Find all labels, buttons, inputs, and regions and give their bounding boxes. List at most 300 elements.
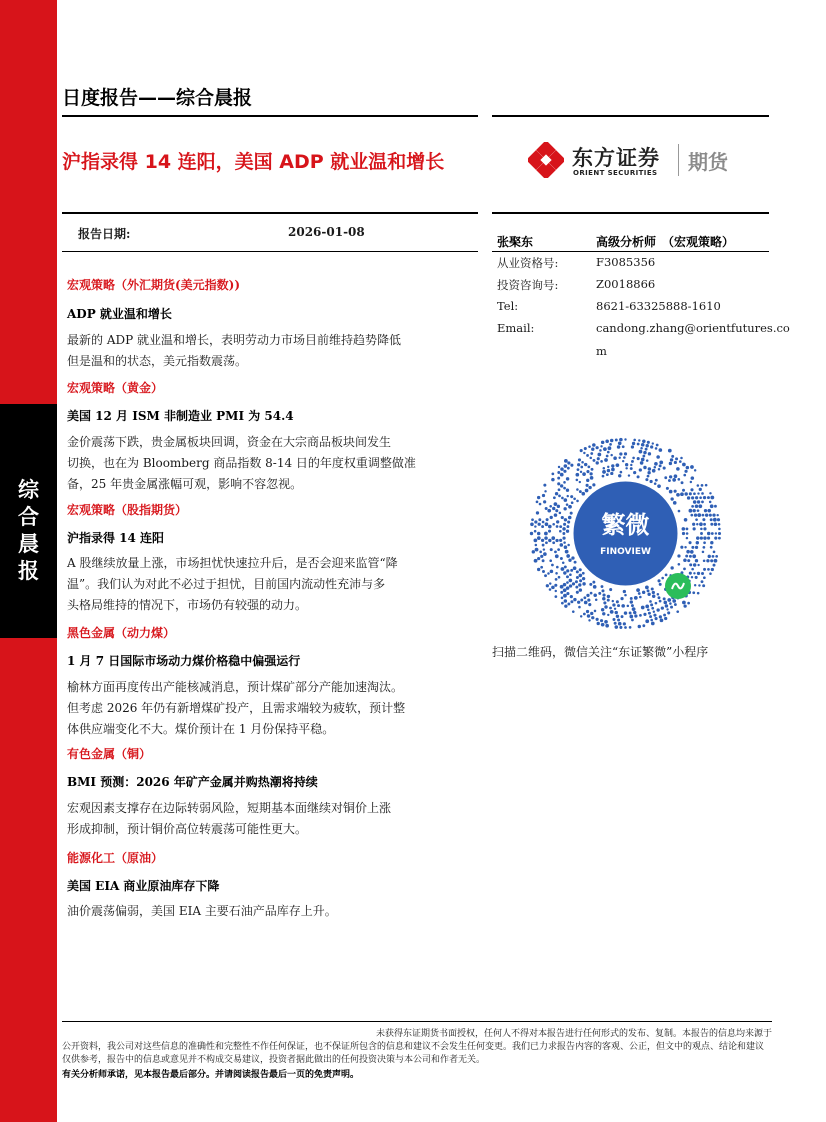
qr-dot	[697, 509, 700, 512]
qr-dot	[558, 488, 561, 491]
qr-dot	[551, 478, 555, 482]
qr-dot	[560, 591, 563, 594]
qr-dot	[670, 606, 673, 609]
qr-dot	[684, 518, 688, 522]
qr-dot	[575, 580, 578, 583]
section-subheading: BMI 预测：2026 年矿产金属并购热潮将持续	[67, 775, 318, 789]
qr-dot	[655, 617, 658, 620]
qr-dot	[674, 603, 677, 606]
qr-dot	[596, 461, 599, 464]
footer-rule	[62, 1021, 772, 1022]
qr-dot	[616, 463, 620, 467]
qr-dot	[572, 582, 575, 585]
qr-dot	[607, 595, 610, 598]
qr-dot	[638, 625, 641, 628]
qr-dot	[560, 557, 563, 560]
qr-dot	[623, 590, 626, 593]
qr-dot	[540, 555, 543, 558]
qr-dot	[566, 581, 569, 584]
qr-dot	[665, 604, 668, 607]
qr-dot	[611, 464, 614, 467]
qr-dot	[670, 458, 673, 461]
qr-dot	[603, 447, 607, 451]
qr-dot	[607, 614, 609, 616]
email-link-wrap[interactable]: m	[596, 344, 607, 358]
qr-dot	[677, 554, 680, 557]
qr-dot	[554, 550, 557, 553]
section-subheading: 沪指录得 14 连阳	[67, 531, 165, 545]
qr-dot	[657, 579, 660, 582]
qr-dot	[557, 482, 560, 485]
qr-dot	[607, 466, 609, 468]
analyst-value: F3085356	[596, 255, 656, 269]
meta-rule-left	[62, 212, 478, 214]
qr-dot	[647, 593, 650, 596]
qr-dot	[541, 539, 544, 542]
qr-dot	[608, 446, 612, 450]
analyst-label: 从业资格号:	[497, 256, 559, 270]
qr-dot	[689, 541, 692, 544]
qr-dot	[603, 601, 606, 604]
disclaimer	[62, 1028, 772, 1067]
qr-dot	[576, 479, 579, 482]
logo-cn-text: 东方证券	[572, 146, 660, 170]
date-label: 报告日期:	[78, 227, 131, 241]
body-line: 备，25 年贵金属涨幅可观，影响不容忽视。	[67, 477, 303, 491]
qr-dot	[536, 501, 539, 504]
qr-dot	[700, 532, 703, 535]
qr-dot	[544, 536, 548, 540]
qr-dot	[693, 572, 695, 574]
qr-dot	[684, 546, 686, 548]
qr-dot	[594, 610, 597, 613]
qr-dot	[647, 475, 650, 478]
qr-dot	[676, 493, 680, 497]
qr-dot	[696, 523, 698, 525]
qr-dot	[649, 600, 652, 603]
header-rule-left	[62, 115, 478, 117]
qr-dot	[559, 530, 562, 533]
qr-dot	[675, 457, 678, 460]
qr-dot	[612, 603, 615, 606]
qr-dot	[545, 522, 549, 526]
qr-dot	[599, 449, 602, 452]
qr-dot	[679, 460, 682, 463]
qr-dot	[654, 466, 657, 469]
qr-dot	[630, 467, 633, 470]
qr-dot	[612, 600, 614, 602]
qr-dot	[584, 463, 587, 466]
qr-dot	[697, 492, 699, 494]
qr-dot	[708, 555, 711, 558]
qr-dot	[707, 496, 710, 499]
qr-dot	[570, 464, 573, 467]
qr-dot	[554, 502, 558, 506]
qr-dot	[566, 592, 569, 595]
qr-dot	[659, 600, 662, 603]
qr-dot	[615, 439, 618, 442]
qr-dot	[696, 541, 699, 544]
qr-dot	[671, 455, 674, 458]
qr-dot	[547, 509, 551, 513]
qr-dot	[609, 607, 612, 610]
body-line: 切换，也在为 Bloomberg 商品指数 8-14 日的年度权重调整做准	[67, 456, 416, 470]
qr-dot	[686, 528, 689, 531]
qr-dot	[717, 518, 720, 521]
qr-dot	[630, 600, 633, 603]
section-body	[67, 330, 472, 372]
qr-dot	[543, 548, 545, 550]
body-line: 榆林方面再度传出产能核减消息，预计煤矿部分产能加速淘汰。	[67, 680, 404, 694]
qr-dot	[693, 563, 696, 566]
qr-dot	[563, 481, 566, 484]
qr-dot	[550, 516, 553, 519]
qr-dot	[654, 462, 658, 466]
qr-dot	[589, 457, 592, 460]
qr-dot	[655, 447, 658, 450]
qr-dot	[567, 520, 570, 523]
qr-dot	[660, 619, 664, 623]
qr-dot	[642, 440, 646, 444]
section-heading: 宏观策略（外汇期货(美元指数))	[67, 278, 241, 292]
qr-dot	[606, 473, 609, 476]
qr-dot	[709, 501, 712, 504]
qr-dot	[669, 602, 672, 605]
qr-dot	[532, 550, 535, 553]
qr-dot	[607, 469, 610, 472]
qr-dot	[613, 456, 617, 460]
logo-futures-text: 期货	[688, 150, 728, 174]
qr-dot	[545, 507, 548, 510]
qr-dot	[624, 594, 627, 597]
qr-dot	[546, 584, 549, 587]
qr-dot	[633, 471, 636, 474]
qr-dot	[683, 568, 686, 571]
qr-dot	[600, 460, 603, 463]
qr-dot	[562, 527, 566, 531]
qr-dot	[668, 479, 671, 482]
qr-dot	[713, 518, 717, 522]
qr-dot	[589, 583, 592, 586]
qr-dot	[674, 461, 677, 464]
qr-dot	[701, 501, 704, 504]
qr-dot	[647, 471, 650, 474]
qr-dot	[707, 509, 711, 513]
qr-dot	[630, 464, 632, 466]
qr-dot	[560, 484, 563, 487]
sidebar-char: 合	[18, 505, 39, 529]
section-heading: 黑色金属（动力煤）	[67, 626, 176, 640]
qr-dot	[557, 477, 560, 480]
qr-dot	[582, 577, 585, 580]
qr-caption: 扫描二维码，微信关注“东证繁微”小程序	[492, 645, 709, 659]
qr-dot	[640, 461, 644, 465]
analyst-label: 投资咨询号:	[497, 278, 559, 292]
qr-dot	[633, 611, 636, 614]
qr-dot	[563, 470, 566, 473]
qr-dot	[712, 514, 715, 517]
qr-dot	[557, 548, 560, 551]
qr-dot	[621, 615, 624, 618]
qr-dot	[596, 618, 599, 621]
qr-dot	[530, 532, 533, 535]
body-line: A 股继续放量上涨，市场担忧快速拉升后，是否会迎来监管“降	[67, 556, 398, 570]
qr-dot	[552, 507, 555, 510]
qr-dot	[690, 514, 693, 517]
section-body	[67, 901, 472, 922]
qr-dot	[655, 602, 658, 605]
qr-dot	[550, 548, 553, 551]
qr-dot	[588, 445, 591, 448]
qr-dot	[661, 577, 664, 580]
qr-dot	[602, 594, 605, 597]
qr-dot	[555, 572, 558, 575]
section-body	[67, 553, 472, 616]
qr-dot	[639, 596, 642, 599]
qr-dot	[714, 523, 718, 527]
qr-dot	[636, 588, 640, 592]
qr-dot	[538, 518, 541, 521]
qr-dot	[703, 527, 706, 530]
qr-dot	[581, 492, 585, 496]
qr-dot	[705, 484, 708, 487]
body-line: 但是温和的状态，美元指数震荡。	[67, 354, 248, 368]
qr-dot	[566, 525, 569, 528]
qr-dot	[614, 608, 616, 610]
qr-dot	[672, 599, 676, 603]
qr-code[interactable]	[528, 436, 723, 631]
qr-dot	[562, 561, 565, 564]
qr-dot	[637, 443, 640, 446]
qr-dot	[657, 484, 661, 488]
qr-dot	[610, 439, 613, 442]
qr-dot	[682, 463, 686, 467]
qr-dot	[710, 546, 713, 549]
qr-dot	[640, 447, 643, 450]
body-line: 但考虑 2026 年仍有新增煤矿投产，且需求端较为疲软，预计整	[67, 701, 406, 715]
qr-dot	[545, 541, 548, 544]
qr-dot	[678, 563, 681, 566]
qr-dot	[588, 619, 590, 621]
qr-dot	[696, 536, 699, 539]
qr-dot	[695, 546, 698, 549]
qr-dot	[642, 591, 645, 594]
qr-dot	[564, 599, 568, 603]
qr-dot	[698, 504, 702, 508]
qr-dot	[666, 608, 668, 610]
qr-dot	[686, 550, 690, 554]
qr-dot	[693, 509, 696, 512]
disclaimer-rest: 公开资料，我公司对这些信息的准确性和完整性不作任何保证，也不保证所包含的信息和建议不会发生任何变更。我们已力求报告内容的客观、公正，但文中的观点、结论和建议仅供参考，报告中的信息或意见并不构成交易建议，投资者据此做出的任何投资决策与本公司和作者无关。	[62, 1042, 765, 1065]
qr-dot	[647, 441, 650, 444]
qr-dot	[623, 456, 626, 459]
sidebar-char: 综	[18, 478, 39, 502]
qr-dot	[687, 602, 690, 605]
qr-dot	[592, 483, 595, 486]
section-heading: 宏观策略（黄金）	[67, 381, 164, 395]
qr-dot	[598, 592, 601, 595]
qr-dot	[579, 574, 583, 578]
qr-dot	[695, 496, 698, 499]
qr-dot	[537, 568, 540, 571]
qr-dot	[652, 595, 655, 598]
qr-dot	[699, 488, 702, 491]
qr-dot	[563, 523, 566, 526]
qr-dot	[632, 607, 636, 611]
qr-dot	[682, 527, 686, 531]
qr-dot	[616, 615, 619, 618]
qr-dot	[563, 588, 567, 592]
qr-dot	[538, 523, 541, 526]
qr-dot	[668, 449, 672, 453]
qr-dot	[670, 566, 673, 569]
qr-dot	[624, 452, 627, 455]
qr-dot	[718, 528, 721, 531]
qr-dot	[560, 585, 564, 589]
qr-dot	[650, 619, 653, 622]
qr-dot	[586, 454, 589, 457]
analyst-label: Email:	[497, 321, 535, 335]
qr-dot	[687, 496, 690, 499]
body-line: 宏观因素支撑存在边际转弱风险，短期基本面继续对铜价上涨	[67, 801, 392, 815]
qr-dot	[697, 592, 700, 595]
qr-dot	[569, 584, 572, 587]
qr-dot	[690, 550, 694, 554]
qr-dot	[678, 478, 681, 481]
qr-dot	[588, 603, 591, 606]
qr-dot	[710, 504, 714, 508]
qr-dot	[642, 624, 645, 627]
date-rule	[62, 251, 478, 252]
qr-dot	[658, 468, 661, 471]
qr-dot	[547, 572, 550, 575]
qr-dot	[570, 595, 573, 598]
qr-dot	[715, 555, 718, 558]
qr-dot	[622, 460, 624, 462]
qr-dot	[709, 492, 711, 494]
qr-dot	[653, 611, 655, 613]
sidebar-tab	[0, 404, 57, 638]
qr-dot	[619, 438, 623, 442]
logo-divider	[678, 144, 679, 176]
qr-dot	[571, 556, 574, 559]
qr-dot	[655, 479, 658, 482]
qr-dot	[555, 554, 559, 558]
qr-dot	[624, 611, 627, 614]
qr-dot	[653, 614, 656, 617]
qr-dot	[542, 559, 545, 562]
qr-dot	[624, 626, 627, 629]
qr-dot	[638, 439, 640, 441]
qr-dot	[690, 465, 694, 469]
qr-dot	[549, 582, 551, 584]
qr-dot	[604, 605, 607, 608]
qr-dot	[563, 571, 566, 574]
qr-dot	[564, 604, 567, 607]
qr-dot	[639, 450, 643, 454]
qr-dot	[692, 523, 695, 526]
qr-dot	[669, 475, 672, 478]
qr-dot	[649, 615, 652, 618]
qr-dot	[554, 513, 558, 517]
qr-dot	[703, 568, 706, 571]
qr-dot	[703, 541, 706, 544]
qr-dot	[591, 616, 594, 619]
qr-dot	[576, 488, 579, 491]
qr-dot	[561, 567, 565, 571]
qr-dot	[542, 570, 545, 573]
qr-dot	[659, 448, 663, 452]
qr-dot	[614, 625, 618, 629]
qr-dot	[710, 496, 714, 500]
qr-dot	[697, 513, 701, 517]
qr-dot	[686, 532, 689, 535]
qr-dot	[631, 445, 634, 448]
qr-dot	[537, 557, 540, 560]
qr-dot	[624, 438, 626, 440]
qr-dot	[619, 452, 622, 455]
qr-dot	[694, 469, 696, 471]
qr-dot	[586, 594, 589, 597]
qr-dot	[656, 608, 659, 611]
qr-dot	[566, 554, 570, 558]
qr-dot	[674, 490, 677, 493]
qr-dot	[595, 598, 598, 601]
qr-dot	[560, 467, 564, 471]
qr-dot	[530, 522, 534, 526]
qr-dot	[579, 579, 582, 582]
qr-dot	[643, 466, 646, 469]
page-title: 沪指录得 14 连阳，美国 ADP 就业温和增长	[62, 151, 445, 173]
qr-dot	[659, 615, 662, 618]
qr-dot	[531, 518, 534, 521]
qr-dot	[537, 532, 541, 536]
qr-dot	[566, 575, 569, 578]
analyst-label: Tel:	[497, 299, 519, 313]
qr-dot	[703, 546, 706, 549]
qr-dot	[652, 591, 655, 594]
qr-dot	[534, 525, 536, 527]
qr-dot	[610, 454, 612, 456]
qr-dot	[639, 468, 642, 471]
body-line: 油价震荡偏弱，美国 EIA 主要石油产品库存上升。	[67, 904, 337, 918]
qr-dot	[673, 501, 677, 505]
qr-dot	[569, 579, 573, 583]
qr-dot	[643, 451, 646, 454]
qr-dot	[597, 453, 601, 457]
qr-dot	[665, 574, 668, 577]
qr-dot	[568, 516, 572, 520]
qr-dot	[548, 539, 551, 542]
qr-dot	[591, 468, 594, 471]
qr-dot	[651, 622, 655, 626]
qr-dot	[577, 601, 580, 604]
qr-code-graphic	[528, 436, 723, 631]
qr-dot	[563, 594, 567, 598]
qr-dot	[702, 518, 705, 521]
qr-dot	[539, 503, 542, 506]
qr-dot	[689, 492, 692, 495]
qr-dot	[695, 505, 699, 509]
email-link[interactable]: candong.zhang@orientfutures.co	[596, 321, 790, 335]
qr-dot	[701, 580, 704, 583]
qr-dot	[555, 578, 558, 581]
qr-dot	[580, 471, 582, 473]
qr-dot	[627, 605, 630, 608]
analyst-value: Z0018866	[596, 277, 656, 291]
qr-dot	[650, 603, 653, 606]
qr-dot	[566, 569, 569, 572]
